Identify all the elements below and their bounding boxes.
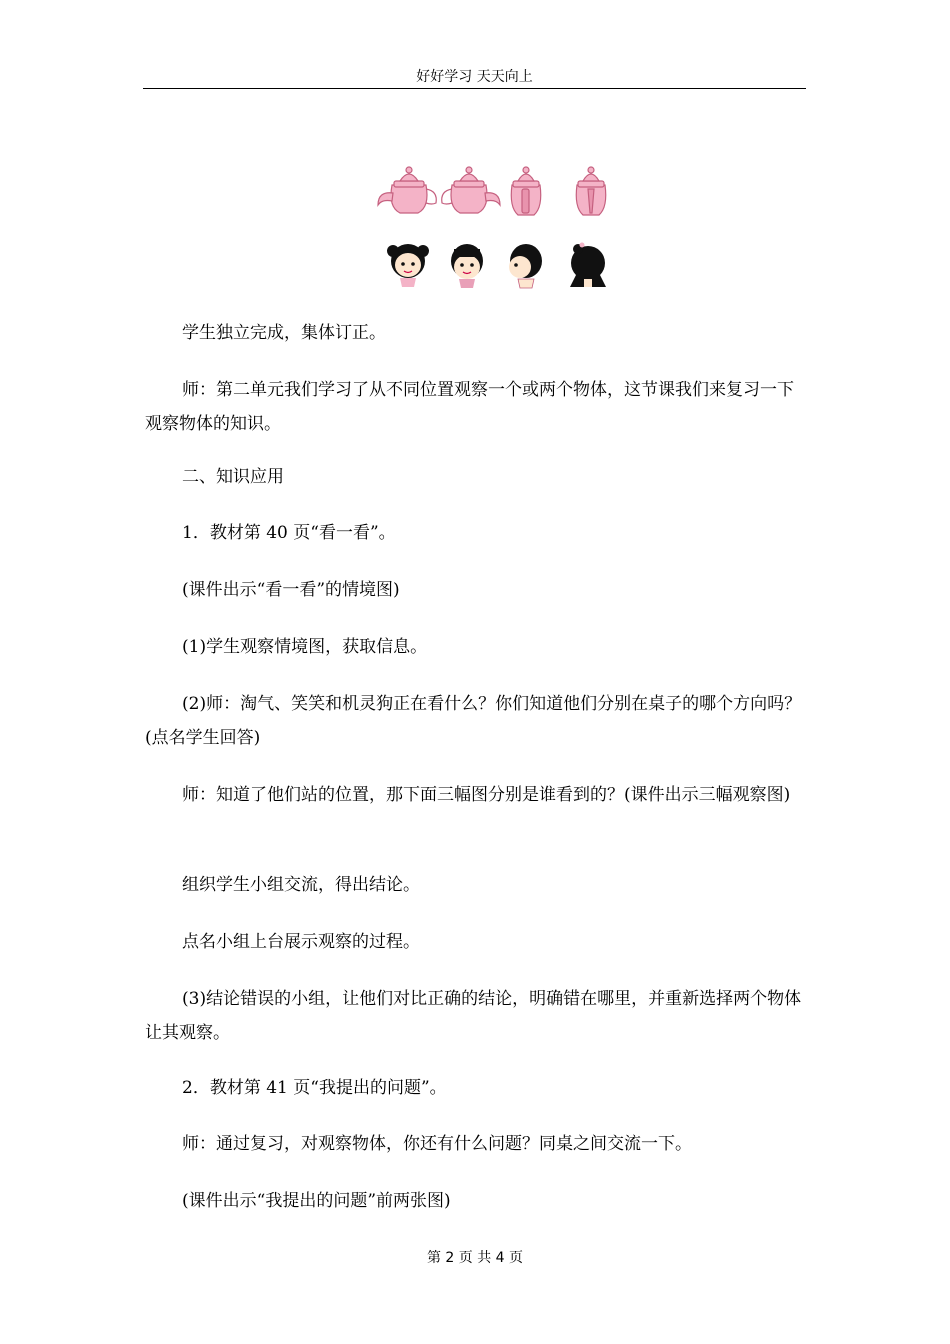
section-heading: 二、知识应用: [182, 467, 284, 487]
paragraph-11: 2．教材第 41 页“我提出的问题”。: [182, 1078, 447, 1098]
paragraph-8: 组织学生小组交流，得出结论。: [182, 875, 420, 895]
paragraph-7: 师：知道了他们站的位置，那下面三幅图分别是谁看到的？(课件出示三幅观察图): [182, 785, 791, 805]
page-header: 好好学习 天天向上: [416, 69, 533, 85]
girl-back-icon: [570, 243, 606, 288]
header-rule: [143, 88, 806, 89]
paragraph-3: 1．教材第 40 页“看一看”。: [182, 523, 396, 543]
paragraph-2: 师：第二单元我们学习了从不同位置观察一个或两个物体，这节课我们来复习一下观察物体的知识。: [145, 380, 794, 434]
page-footer: 第 2 页 共 4 页: [426, 1250, 524, 1266]
paragraph-4: (课件出示“看一看”的情境图): [182, 580, 400, 600]
teapot-side-view-left-icon: [378, 167, 436, 213]
paragraph-9: 点名小组上台展示观察的过程。: [182, 932, 420, 952]
paragraph-6: (2)师：淘气、笑笑和机灵狗正在看什么？你们知道他们分别在桌子的哪个方向吗？(点名学生回答): [145, 694, 802, 748]
paragraph-10: (3)结论错误的小组，让他们对比正确的结论，明确错在哪里，并重新选择两个物体让其观察。: [145, 989, 802, 1043]
teapot-back-view-icon: [576, 167, 606, 215]
teapot-front-view-icon: [511, 167, 541, 215]
paragraph-13: (课件出示“我提出的问题”前两张图): [182, 1191, 451, 1211]
paragraph-5: (1)学生观察情境图，获取信息。: [182, 637, 428, 657]
boy-front-icon: [451, 244, 483, 288]
teapot-side-view-right-icon: [442, 167, 500, 213]
teapot-views-figure: [370, 155, 618, 290]
paragraph-1: 学生独立完成，集体订正。: [182, 323, 386, 343]
paragraph-12: 师：通过复习，对观察物体，你还有什么问题？同桌之间交流一下。: [182, 1134, 692, 1154]
girl-front-icon: [387, 244, 429, 287]
boy-side-icon: [509, 244, 542, 288]
